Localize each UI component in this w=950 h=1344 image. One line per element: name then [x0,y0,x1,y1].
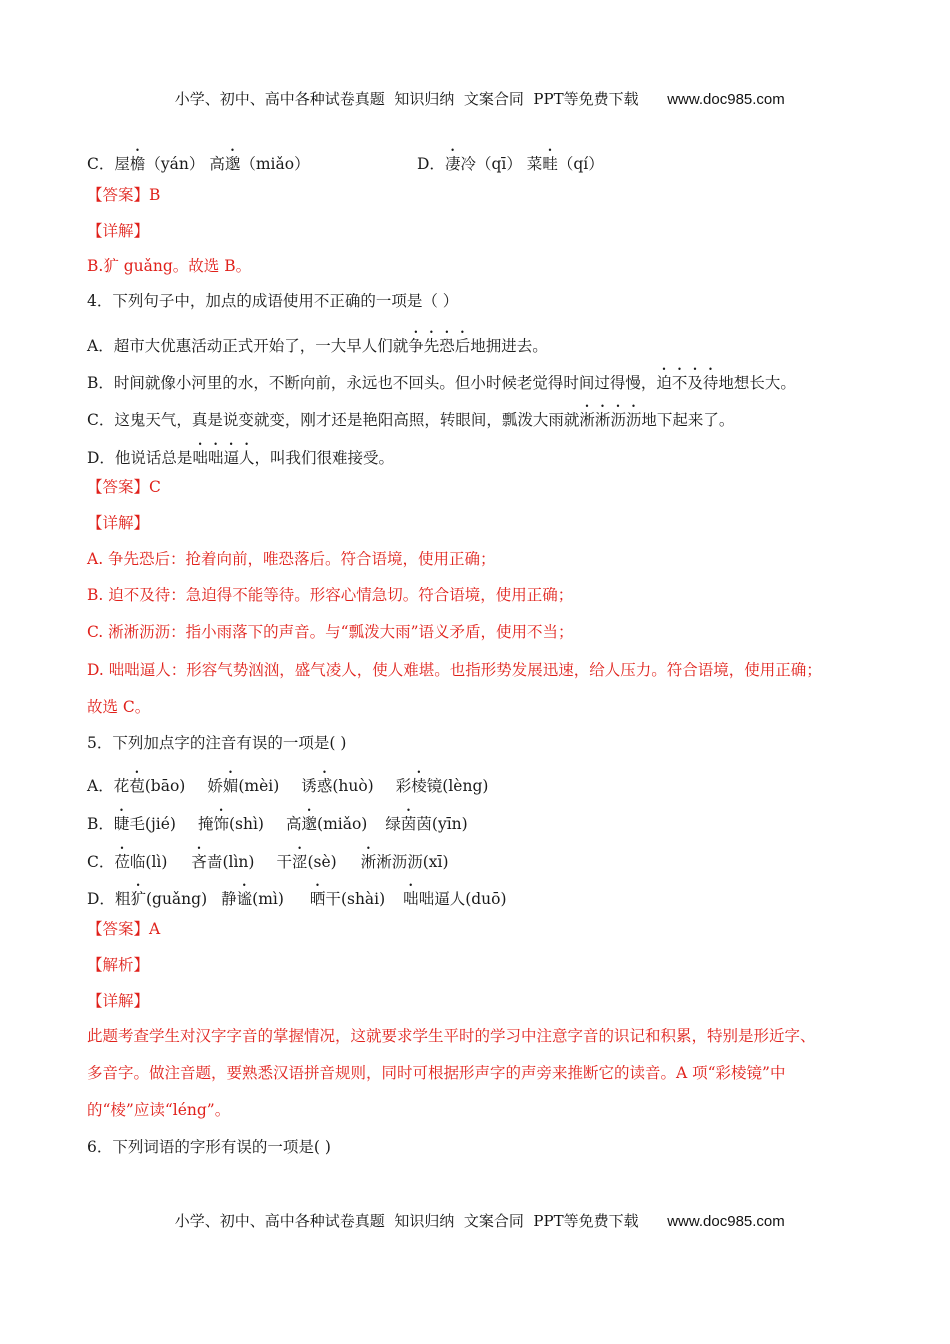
q3-option-c: C．屋檐（yán） 高邈（miǎo） [87,155,310,173]
q4-detail-c: C. 淅淅沥沥：指小雨落下的声音。与“瓢泼大雨”语义矛盾，使用不当； [87,623,574,641]
q4-answer: 【答案】C [87,478,161,496]
q5-option-d: D．粗犷(guǎng) 静谧(mì) 晒干(shài) 咄咄逼人(duō) [87,890,507,908]
q5-detail-label: 【详解】 [87,992,150,1010]
q5-analysis-label: 【解析】 [87,956,150,974]
footer-site: www.doc985.com [667,1213,785,1230]
page-footer [0,1192,950,1231]
q5-detail-line-2: 多音字。做注音题，要熟悉汉语拼音规则，同时可根据形声字的声旁来推断它的读音。A 项“彩棱镜”中 [87,1064,786,1082]
q4-option-a: A．超市大优惠活动正式开始了，一大早人们就争先恐后地拥进去。 [87,337,548,355]
q4-detail-label: 【详解】 [87,514,150,532]
q5-answer: 【答案】A [87,920,161,938]
q4-detail-d: D. 咄咄逼人：形容气势汹汹，盛气凌人，使人难堪。也指形势发展迅速，给人压力。符合语境，使用正确； [87,661,822,679]
q4-detail-conclusion: 故选 C。 [87,698,151,716]
header-site: www.doc985.com [667,91,785,108]
q5-option-b: B．睫毛(jié) 掩饰(shì) 高邈(miǎo) 绿茵茵(yīn) [87,815,468,833]
q3-detail: B.犷 guǎng。故选 B。 [87,257,252,275]
q4-option-b: B．时间就像小河里的水，不断向前，永远也不回头。但小时候老觉得时间过得慢，迫不及待地想长大。 [87,374,796,392]
q5-stem: 5．下列加点字的注音有误的一项是( ) [87,734,347,752]
q4-detail-a: A. 争先恐后：抢着向前，唯恐落后。符合语境，使用正确； [87,550,496,568]
q6-stem: 6．下列词语的字形有误的一项是( ) [87,1138,331,1156]
page-header [0,70,950,109]
q5-option-a: A．花苞(bāo) 娇媚(mèi) 诱惑(huò) 彩棱镜(lèng) [87,777,489,795]
header-text: 小学、初中、高中各种试卷真题 知识归纳 文案合同 PPT等免费下载 [174,90,639,108]
q4-option-d: D．他说话总是咄咄逼人，叫我们很难接受。 [87,449,394,467]
q4-option-c: C．这鬼天气，真是说变就变，刚才还是艳阳高照，转眼间，瓢泼大雨就淅淅沥沥地下起来了。 [87,411,735,429]
q3-answer: 【答案】B [87,186,161,204]
q4-stem: 4．下列句子中，加点的成语使用不正确的一项是（ ） [87,292,459,310]
q5-option-c: C．莅临(lì) 吝啬(lìn) 干涩(sè) 淅淅沥沥(xī) [87,853,449,871]
q4-detail-b: B. 迫不及待：急迫得不能等待。形容心情急切。符合语境，使用正确； [87,586,574,604]
q5-detail-line-1: 此题考查学生对汉字字音的掌握情况，这就要求学生平时的学习中注意字音的识记和积累，特别是形近字、 [87,1027,816,1045]
footer-text: 小学、初中、高中各种试卷真题 知识归纳 文案合同 PPT等免费下载 [174,1212,639,1230]
q3-detail-label: 【详解】 [87,222,150,240]
q5-detail-line-3: 的“棱”应读“léng”。 [87,1101,231,1119]
q3-option-d: D．凄冷（qī） 菜畦（qí） [417,155,604,173]
